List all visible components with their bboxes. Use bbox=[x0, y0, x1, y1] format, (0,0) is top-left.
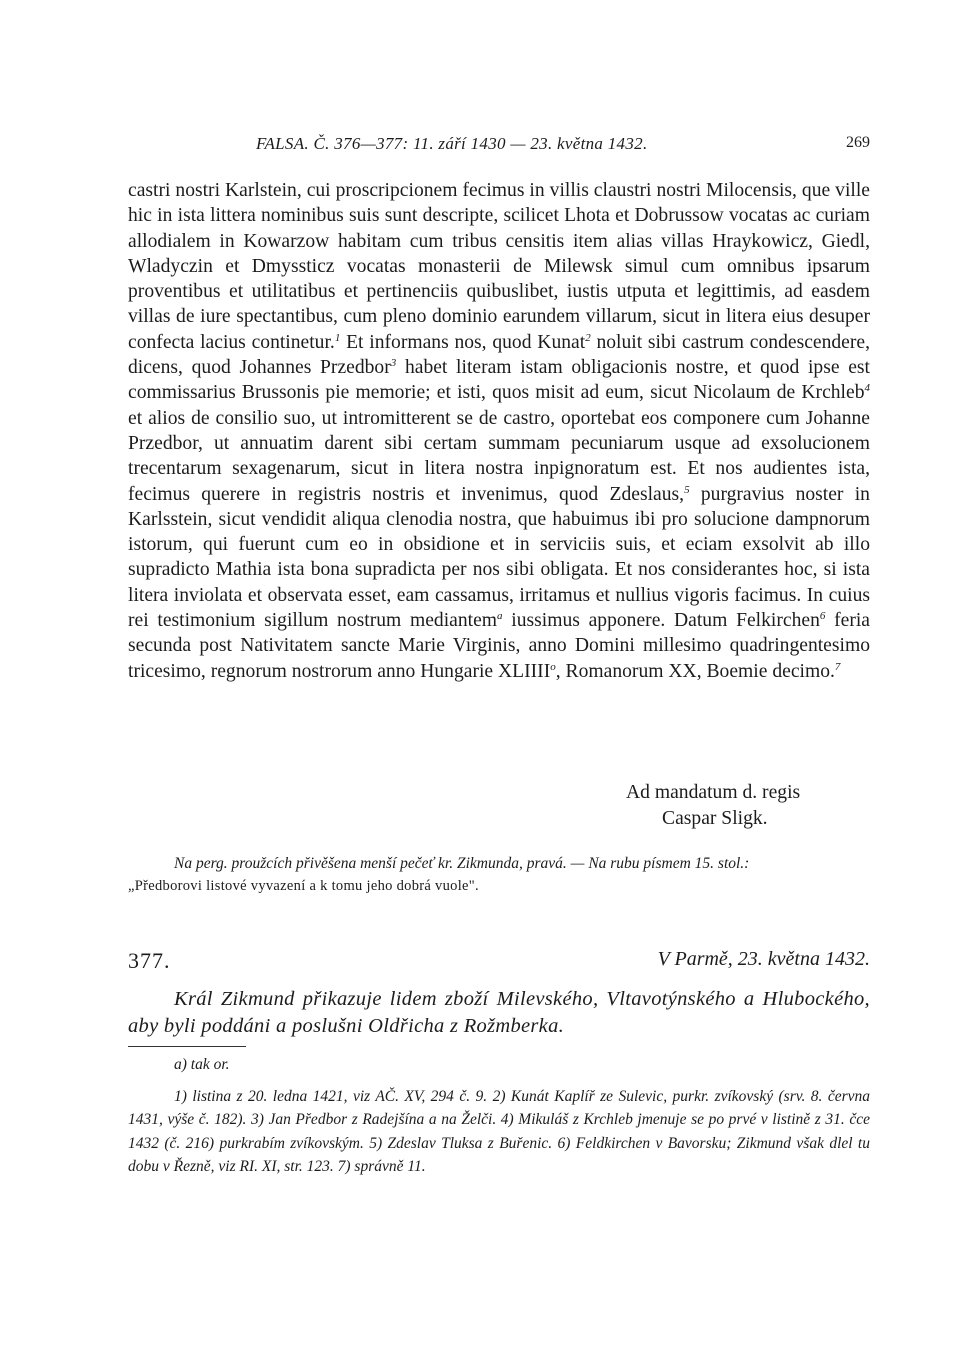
document-heading bbox=[128, 948, 870, 978]
footnotes bbox=[128, 1053, 870, 1179]
text-segment: iussimus apponere. Datum Felkirchen bbox=[502, 610, 820, 632]
document-regest: Král Zikmund přikazuje lidem zboží Milevského, Vltavotýnského a Hlubockého, aby byli poddáni a poslušni Oldřicha z Rožmberka. bbox=[128, 988, 870, 1037]
footnote-ref-4: 4 bbox=[864, 382, 870, 395]
text-segment: purgravius noster in Karlsstein, sicut vendidit aliqua clenodia nostra, que habuimus ibi pro solucione dampnorum istorum, qui fuerunt cum eo in obsidione et in serviciis suis, et eciam exsolvit ab illo supradicto Mathia ista bona supradicta per nos sibi obligata. Et nos considerantes hoc, si ista litera inviolata et observata esset, eam cassamus, irritamus et nullius vigoris facimus. In cuius rei testimonium sigillum nostrum mediantem bbox=[128, 483, 870, 632]
charter-paragraph bbox=[128, 178, 870, 684]
footnote-ref-2: 2 bbox=[585, 331, 591, 344]
footnote-ref-5: 5 bbox=[684, 483, 690, 496]
text-segment: et alios de consilio suo, ut intromitterent se de castro, oportebat eos componere cum Johanne Przedbor, ut annuatim darent sibi certam summam pecuniarum usque ad exsolucionem trecentarum sexagenarum, sicut in litera nostra inpignoratum est. Et nos audientes ista, fecimus querere in registris nostris et invenimus, quod Zdeslaus, bbox=[128, 407, 870, 505]
text-segment: noluit sibi castrum condescendere, dicens, quod Johannes Przedbor bbox=[128, 331, 870, 379]
document-place-date: V Parmě, 23. května 1432. bbox=[657, 948, 870, 970]
footnote-ref-3: 3 bbox=[390, 357, 397, 370]
text-segment: Et informans nos, quod Kunat bbox=[340, 331, 586, 353]
signature-line-2: Caspar Sligk. bbox=[662, 808, 768, 829]
document-number: 377. bbox=[128, 948, 171, 973]
footnote-ref-7: 7 bbox=[834, 660, 841, 673]
dorsal-inscription: „Předborovi listové vyvazení a k tomu jeho dobrá vuole". bbox=[128, 878, 479, 894]
text-segment: castri nostri Karlstein, cui proscripcionem fecimus in villis claustri nostri Milocensis, que ville hic in ista littera nominibus suis sunt descripte, scilicet Lhota et Dobrussow vocatas ac curiam allodialem in Kowarzow habitam cum tribus censitis item alias villas Hraykowicz, Giedl, Wladyczin et Dmyssticz vocatas monasterii de Milewsk simul cum omnibus ipsarum proventibus et utilitatibus et pertinenciis quibuslibet, iustis utputa et legittimis, ad easdem villas de iure spectantibus, cum pleno dominio earundem villarum, sicut in litera eius desuper confecta lacius continetur. bbox=[128, 180, 870, 353]
text-segment: habet literam istam obligacionis nostre, et quod ipse est commissarius Brussonis pie memorie; et isti, quos misit ad eum, sicut Nicolaum de Krchleb bbox=[128, 357, 870, 404]
running-title: FALSA. Č. 376—377: 11. září 1430 — 23. května 1432. bbox=[256, 134, 648, 153]
ordinal-mark: o bbox=[550, 660, 556, 673]
text-segment: , Romanorum XX, Boemie decimo. bbox=[555, 660, 835, 682]
footnote-divider bbox=[128, 1046, 246, 1047]
seal-description: Na perg. proužcích přivěšena menší pečeť kr. Zikmunda, pravá. — Na rubu písmem 15. stol.: bbox=[174, 855, 750, 872]
archival-note bbox=[128, 852, 870, 898]
numbered-footnotes: 1) listina z 20. ledna 1421, viz AČ. XV, 294 č. 9. 2) Kunát Kaplíř ze Sulevic, purkr. zvíkovský (srv. 8. června 1431, výše č. 182). 3) Jan Předbor z Radejšína a na Želči. 4) Mikuláš z Krchleb jmenuje se po prvé v listině z 31. čce 1432 (č. 216) purkrabím zvíkovským. 5) Zdeslav Tluksa z Buřenic. 6) Feldkirchen v Bavorsku; Zikmund však dlel tu dobu v Řezně, viz RI. XI, str. 123. 7) správně 11. bbox=[128, 1087, 870, 1175]
textual-note-a: a) tak or. bbox=[174, 1056, 230, 1073]
footnote-ref-6: 6 bbox=[819, 610, 826, 623]
page-number: 269 bbox=[846, 134, 870, 151]
text-segment: feria secunda post Nativitatem sancte Marie Virginis, anno Domini millesimo quadringentesimo tricesimo, regnorum nostrorum anno Hungarie XLIIII bbox=[128, 610, 870, 682]
signature-line-1: Ad mandatum d. regis bbox=[626, 782, 801, 803]
chancery-signature bbox=[626, 780, 870, 832]
charter-text bbox=[128, 178, 870, 684]
footnote-ref-1: 1 bbox=[334, 331, 341, 344]
footnote-ref-a: a bbox=[497, 610, 503, 623]
